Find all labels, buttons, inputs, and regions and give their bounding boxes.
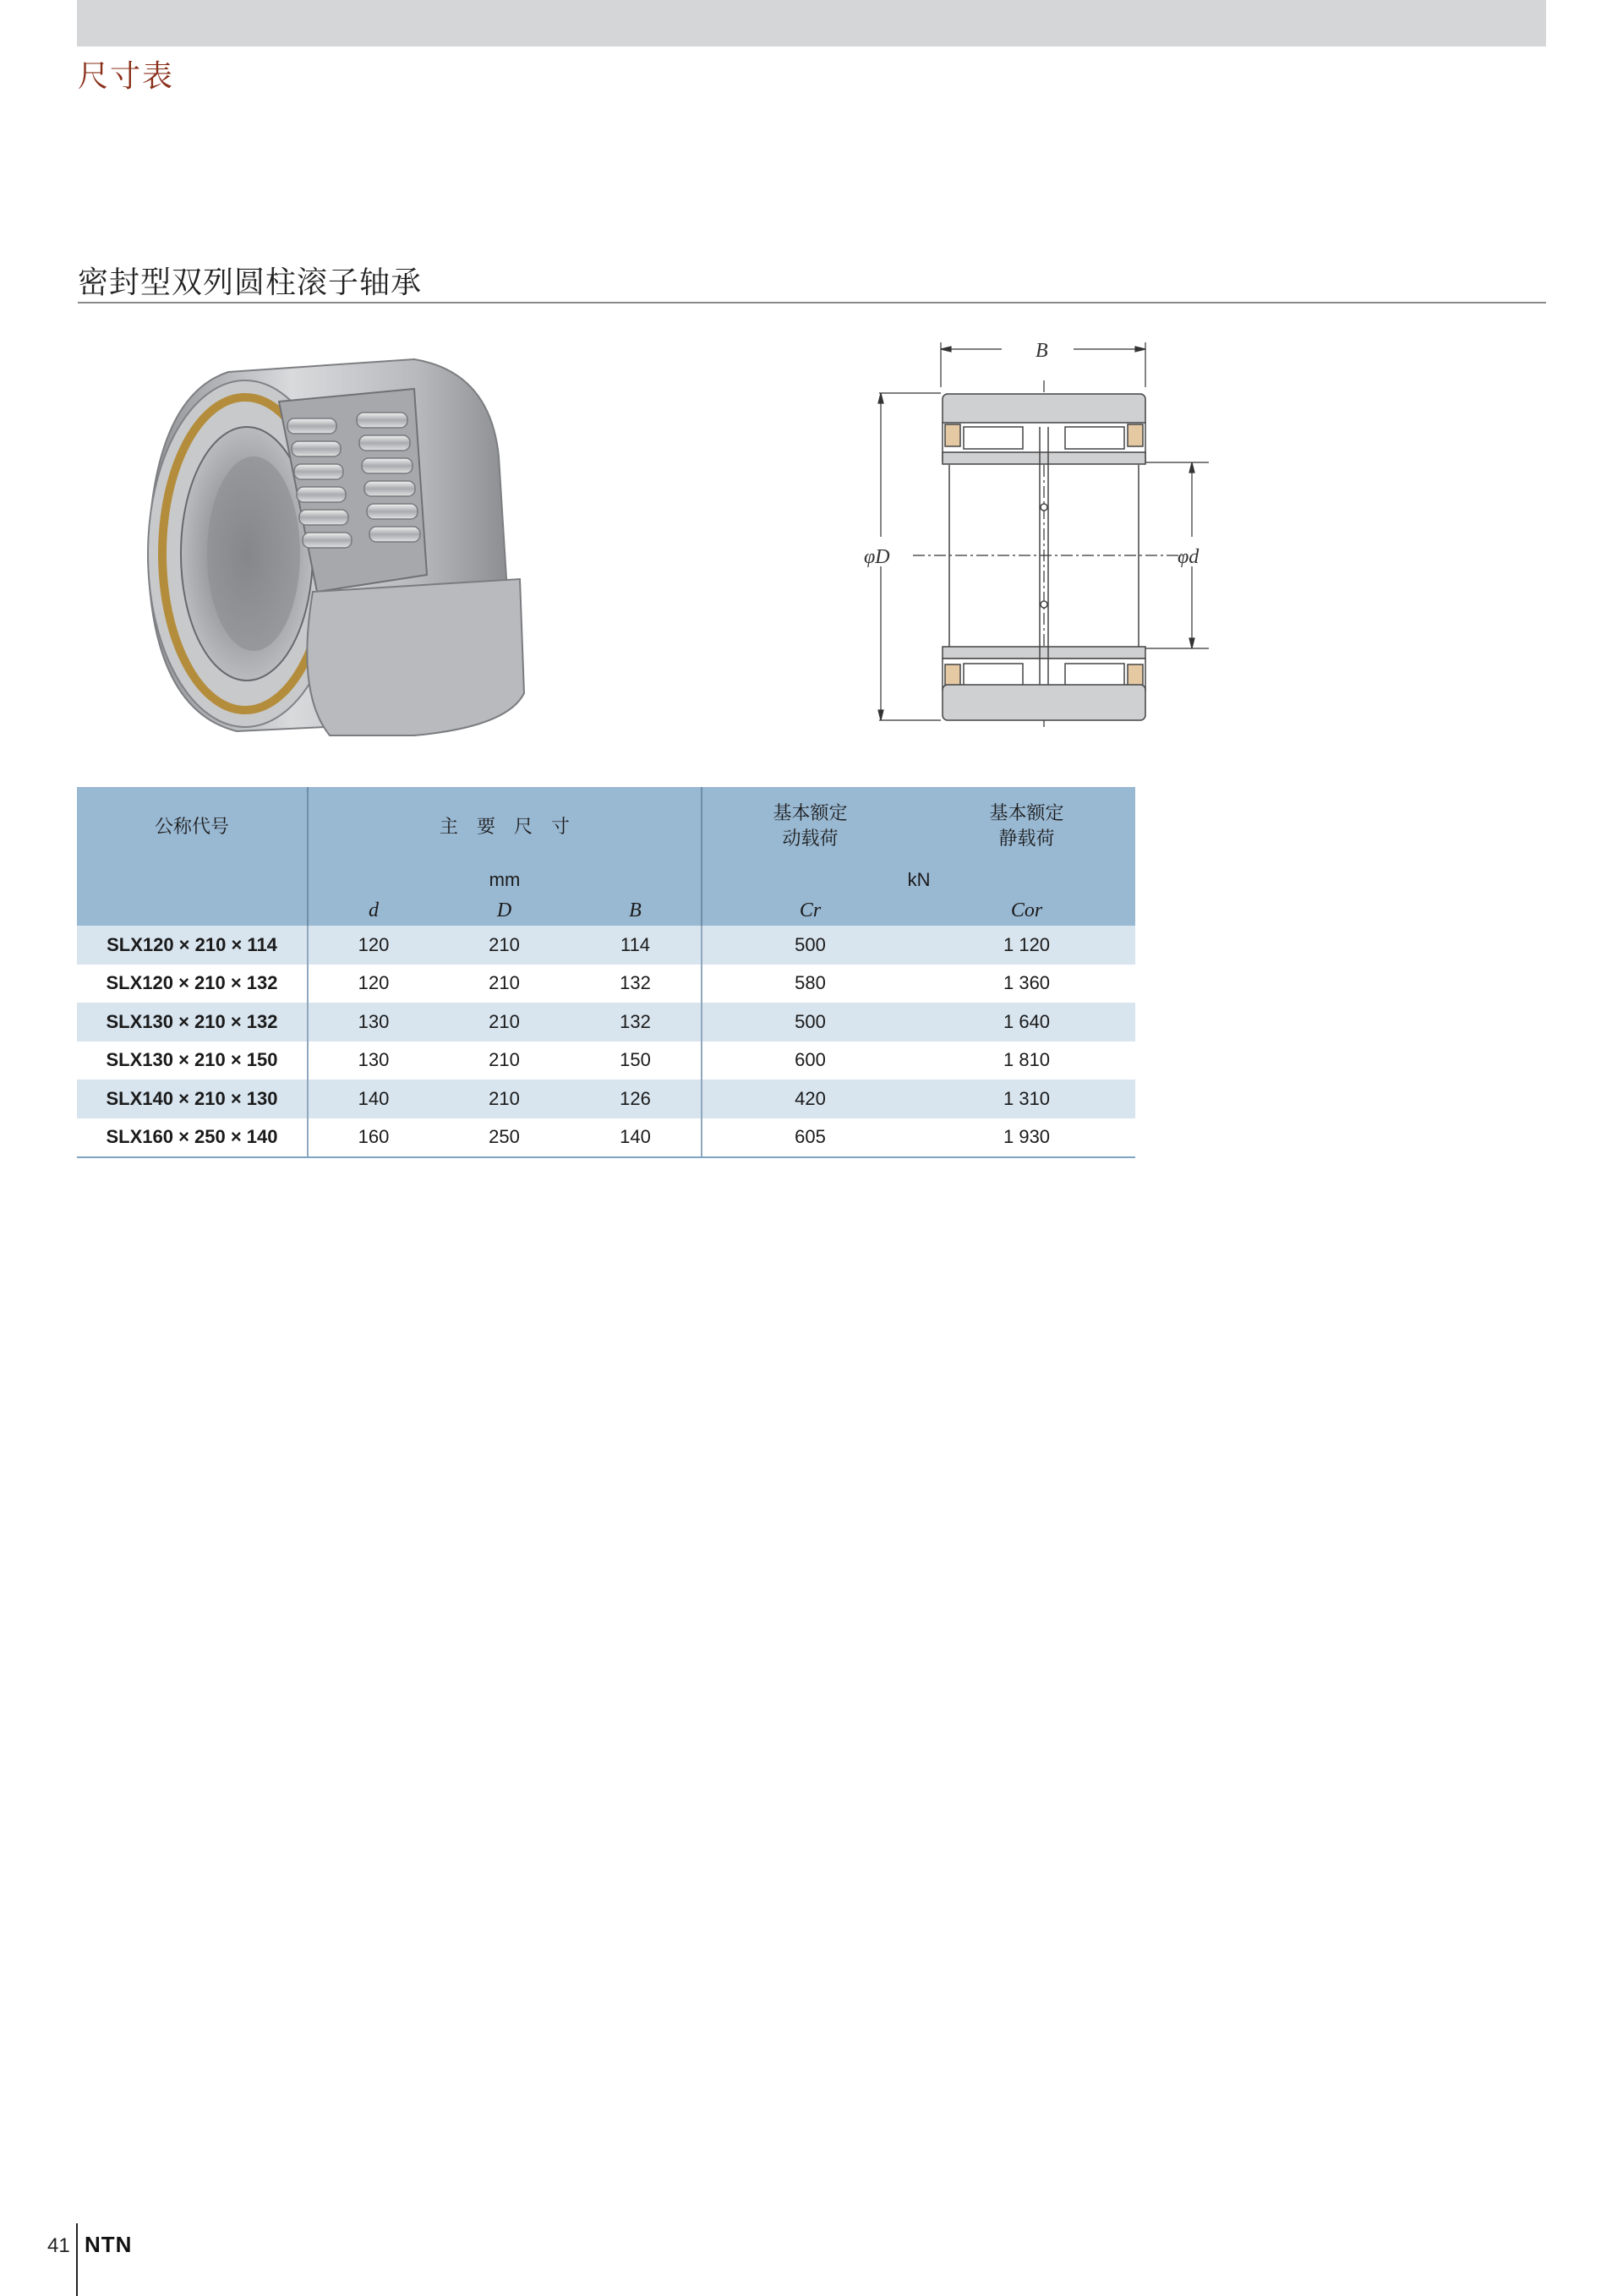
- bearing-photo: [135, 338, 541, 744]
- cell-D: 250: [439, 1118, 570, 1158]
- cell-Cor: 1 640: [918, 1003, 1135, 1041]
- cell-model: SLX130 × 210 × 132: [77, 1003, 308, 1041]
- header-sym-B: B: [570, 895, 702, 926]
- cell-d: 120: [308, 926, 439, 965]
- header-dynamic-load: 基本额定 动载荷: [702, 787, 918, 865]
- cell-d: 120: [358, 972, 390, 994]
- header-sym-d: d: [308, 895, 439, 926]
- table-row: [77, 965, 1135, 1003]
- header-static-load: 基本额定 静载荷: [918, 787, 1135, 865]
- dim-label-inner-diameter: φd: [1178, 546, 1199, 568]
- cell-Cr: 500: [702, 926, 918, 965]
- cell-B: 150: [570, 1041, 702, 1080]
- cell-model: SLX160 × 250 × 140: [77, 1118, 308, 1158]
- cell-B: 132: [570, 965, 702, 1003]
- cell-Cor: 1 120: [918, 926, 1135, 965]
- cell-model: SLX140 × 210 × 130: [77, 1080, 308, 1118]
- header-unit-mm: mm: [308, 865, 702, 895]
- dimension-table: [77, 787, 1135, 1158]
- cell-d: 140: [308, 1080, 439, 1118]
- cell-Cr: 605: [702, 1118, 918, 1158]
- cell-Cr: 420: [702, 1080, 918, 1118]
- table-row: [77, 1003, 1135, 1041]
- cell-d: 130: [358, 1049, 390, 1071]
- title-divider: [78, 302, 1546, 303]
- cell-D: 210: [439, 926, 570, 965]
- header-sym-Cr: Cr: [702, 895, 918, 926]
- header-unit-kn: kN: [702, 865, 1135, 895]
- header-sym-D: D: [439, 895, 570, 926]
- cell-D: 210: [439, 1080, 570, 1118]
- cell-model: SLX120 × 210 × 132: [77, 965, 308, 1003]
- brand-logo: NTN: [85, 2232, 133, 2257]
- cell-D: 210: [489, 1049, 520, 1071]
- top-bar: [77, 0, 1546, 46]
- header-model: 公称代号: [77, 787, 308, 926]
- cell-d: 160: [308, 1118, 439, 1158]
- cell-Cr: 600: [795, 1049, 826, 1071]
- product-title: 密封型双列圆柱滚子轴承: [78, 265, 423, 300]
- table-row: [77, 1118, 1135, 1158]
- footer-divider: [76, 2223, 78, 2296]
- cell-model: SLX130 × 210 × 150: [77, 1041, 308, 1080]
- bearing-section-drawing: [854, 330, 1243, 735]
- cell-D: 210: [489, 972, 520, 994]
- cell-Cr: 500: [702, 1003, 918, 1041]
- cell-Cor: 1 930: [918, 1118, 1135, 1158]
- cell-model: SLX120 × 210 × 114: [77, 926, 308, 965]
- dim-label-outer-diameter: φD: [864, 546, 890, 568]
- cell-D: 210: [439, 1003, 570, 1041]
- table-row: [77, 1041, 1135, 1080]
- table-row: [77, 926, 1135, 965]
- section-title: 尺寸表: [78, 59, 175, 94]
- header-sym-Cor: Cor: [918, 895, 1135, 926]
- header-main-dimensions: 主 要 尺 寸: [308, 787, 702, 865]
- dim-label-B: B: [1036, 340, 1048, 362]
- cell-B: 126: [570, 1080, 702, 1118]
- cell-B: 114: [570, 926, 702, 965]
- page-number: 41: [47, 2234, 70, 2257]
- table-row: [77, 1080, 1135, 1118]
- cell-d: 130: [308, 1003, 439, 1041]
- cell-B: 132: [570, 1003, 702, 1041]
- cell-Cor: 1 360: [1003, 972, 1051, 994]
- cell-Cor: 1 310: [918, 1080, 1135, 1118]
- cell-Cor: 1 810: [1003, 1049, 1051, 1071]
- cell-B: 140: [570, 1118, 702, 1158]
- cell-Cr: 580: [795, 972, 826, 994]
